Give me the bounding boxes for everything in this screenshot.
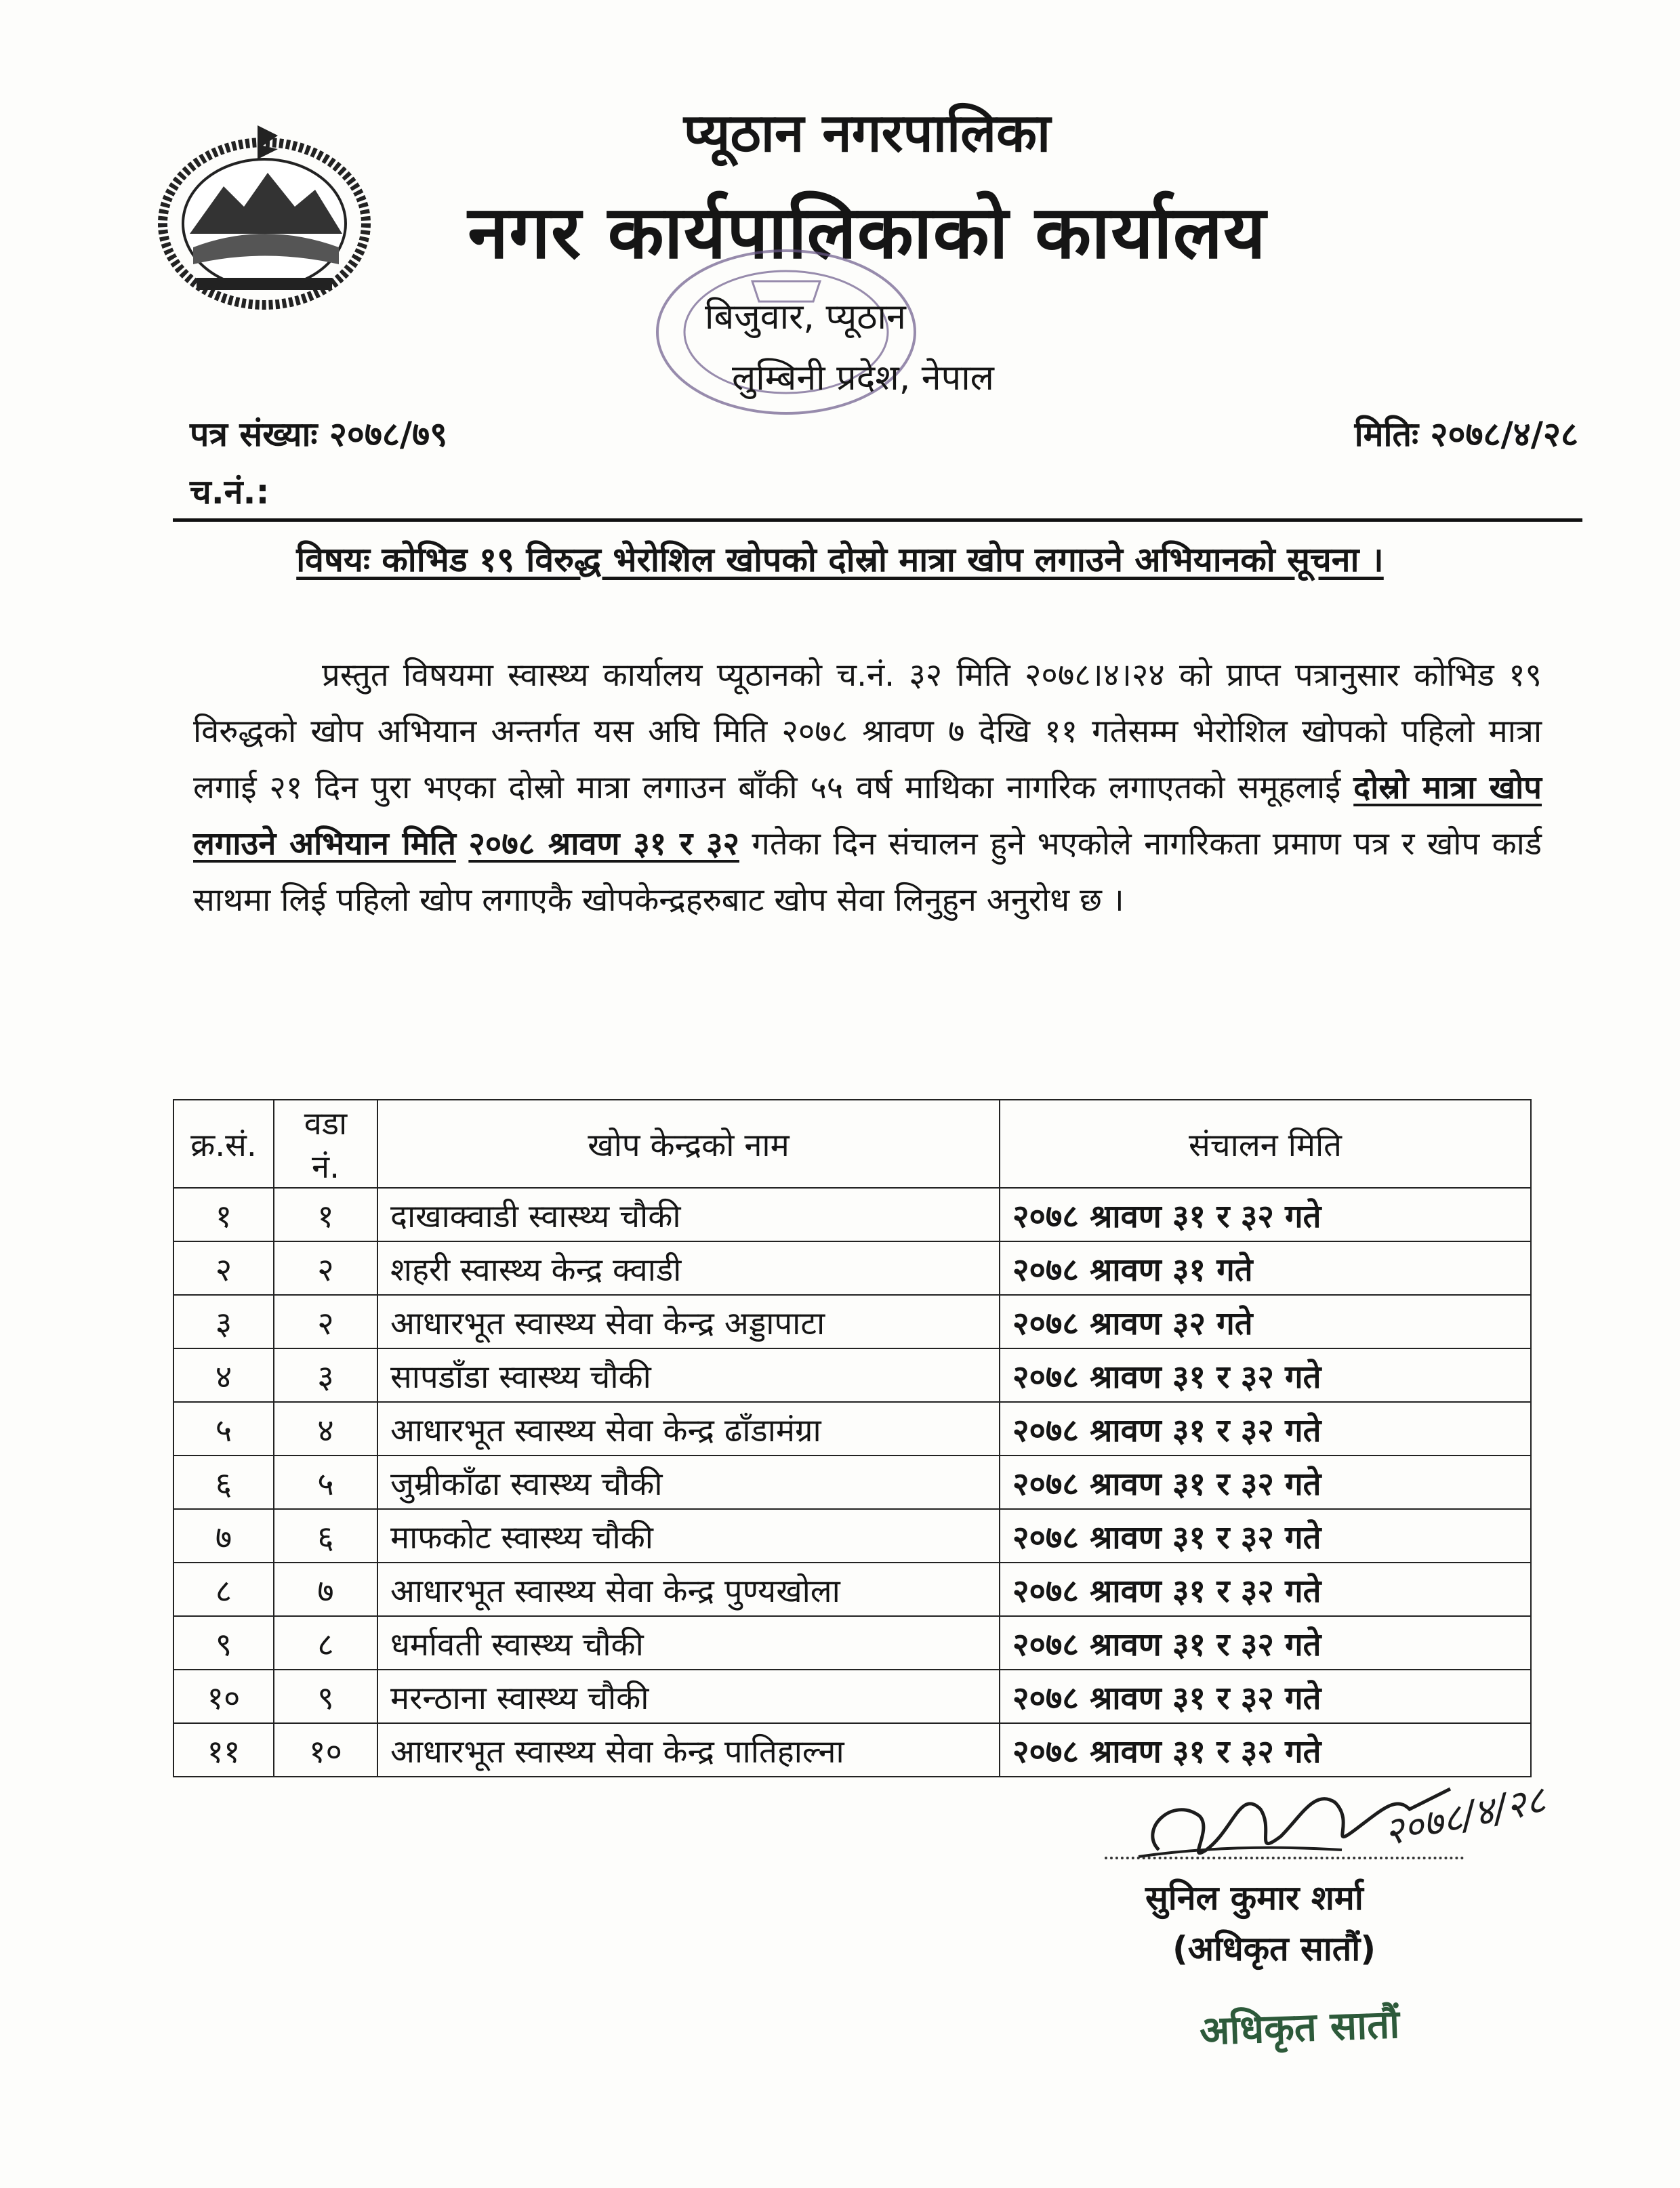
header-date: संचालन मिति [1000,1100,1531,1188]
ward-cell: ३ [274,1348,377,1402]
header-divider [173,518,1582,522]
date-cell: २०७८ श्रावण ३१ र ३२ गते [1000,1188,1531,1241]
date-cell: २०७८ श्रावण ३१ र ३२ गते [1000,1670,1531,1723]
serial-cell: ७ [173,1509,274,1563]
center-name-cell: सापडाँडा स्वास्थ्य चौकी [377,1348,1000,1402]
table-row [173,1241,1531,1295]
ward-cell: १ [274,1188,377,1241]
subject-text: विषयः कोभिड १९ विरुद्ध भेरोशिल खोपको दोस्रो मात्रा खोप लगाउने अभियानको सूचना । [296,540,1384,579]
center-name-cell: आधारभूत स्वास्थ्य सेवा केन्द्र अड्डापाटा [377,1295,1000,1348]
table-row [173,1563,1531,1616]
signatory-name: सुनिल कुमार शर्मा [1145,1878,1364,1918]
date-cell: २०७८ श्रावण ३१ र ३२ गते [1000,1616,1531,1670]
ward-cell: १० [274,1723,377,1777]
address-line-1: बिजुवार, प्यूठान [705,297,906,337]
table-row [173,1188,1531,1241]
letter-date: मितिः २०७८/४/२८ [1354,415,1578,454]
vaccination-centers-table [173,1099,1532,1777]
serial-cell: ४ [173,1348,274,1402]
ward-cell: ५ [274,1456,377,1509]
ward-cell: ६ [274,1509,377,1563]
header-ward: वडा नं. [274,1100,377,1188]
center-name-cell: दाखाक्वाडी स्वास्थ्य चौकी [377,1188,1000,1241]
center-name-cell: आधारभूत स्वास्थ्य सेवा केन्द्र पातिहाल्ना [377,1723,1000,1777]
center-name-cell: आधारभूत स्वास्थ्य सेवा केन्द्र ढाँडामंग्रा [377,1402,1000,1456]
ward-cell: ९ [274,1670,377,1723]
table-row [173,1295,1531,1348]
signatory-title: (अधिकृत सातौं) [1172,1929,1376,1968]
body-paragraph [193,647,1542,928]
body-space-2 [456,825,468,863]
serial-cell: २ [173,1241,274,1295]
serial-cell: ५ [173,1402,274,1456]
table-row [173,1402,1531,1456]
address-line-2: लुम्बिनी प्रदेश, नेपाल [732,358,994,398]
table-header-row [173,1100,1531,1188]
center-name-cell: शहरी स्वास्थ्य केन्द्र क्वाडी [377,1241,1000,1295]
date-cell: २०७८ श्रावण ३१ र ३२ गते [1000,1563,1531,1616]
date-cell: २०७८ श्रावण ३१ र ३२ गते [1000,1509,1531,1563]
center-name-cell: आधारभूत स्वास्थ्य सेवा केन्द्र पुण्यखोला [377,1563,1000,1616]
center-name-cell: जुम्रीकाँढा स्वास्थ्य चौकी [377,1456,1000,1509]
serial-cell: ८ [173,1563,274,1616]
center-name-cell: धर्मावती स्वास्थ्य चौकी [377,1616,1000,1670]
municipality-name: प्यूठान नगरपालिका [683,103,1051,164]
date-cell: २०७८ श्रावण ३१ गते [1000,1241,1531,1295]
date-cell: २०७८ श्रावण ३१ र ३२ गते [1000,1402,1531,1456]
table-row [173,1509,1531,1563]
table-row [173,1670,1531,1723]
center-name-cell: मरन्ठाना स्वास्थ्य चौकी [377,1670,1000,1723]
body-text-2: गतेका दिन संचालन हुने भएकोले नागरिकता प्रमाण पत्र र खोप कार्ड साथमा लिई पहिलो खोप लगाएकै खोपकेन्द्रहरुबाट खोप सेवा लिनुहुन अनुरोध छ । [193,825,1542,919]
signature-line [1105,1857,1464,1859]
serial-cell: ६ [173,1456,274,1509]
serial-cell: ११ [173,1723,274,1777]
body-text-1: प्रस्तुत विषयमा स्वास्थ्य कार्यालय प्यूठानको च.नं. ३२ मिति २०७८।४।२४ को प्राप्त पत्रानुसार कोभिड १९ विरुद्धको खोप अभियान अन्तर्गत यस अघि मिति २०७८ श्रावण ७ देखि ११ गतेसम्म भेरोशिल खोपको पहिलो मात्रा लगाई २१ दिन पुरा भएका दोस्रो मात्रा लगाउन बाँकी ५५ वर्ष माथिका नागरिक लगाएतको समूहलाई [193,657,1542,806]
ward-cell: ४ [274,1402,377,1456]
dispatch-number: च.नं.: [190,472,270,512]
ward-cell: २ [274,1295,377,1348]
table-row [173,1456,1531,1509]
office-name: नगर कार्यपालिकाको कार्यालय [468,190,1267,275]
letter-number: पत्र संख्याः २०७८/७९ [190,415,448,454]
date-cell: २०७८ श्रावण ३२ गते [1000,1295,1531,1348]
header-serial: क्र.सं. [173,1100,274,1188]
serial-cell: ३ [173,1295,274,1348]
date-cell: २०७८ श्रावण ३१ र ३२ गते [1000,1723,1531,1777]
date-cell: २०७८ श्रावण ३१ र ३२ गते [1000,1348,1531,1402]
serial-cell: ९ [173,1616,274,1670]
ward-cell: ८ [274,1616,377,1670]
table-row [173,1348,1531,1402]
serial-cell: १ [173,1188,274,1241]
serial-cell: १० [173,1670,274,1723]
center-name-cell: माफकोट स्वास्थ्य चौकी [377,1509,1000,1563]
subject-line [0,535,1680,581]
body-highlight-2: लगाउने अभियान मिति [193,825,456,863]
ward-cell: २ [274,1241,377,1295]
table-row [173,1616,1531,1670]
designation-stamp: अधिकृत सातौं [1198,2000,1401,2055]
body-highlight-3: २०७८ श्रावण ३१ र ३२ [468,825,739,863]
header-center-name: खोप केन्द्रको नाम [377,1100,1000,1188]
ward-cell: ७ [274,1563,377,1616]
handwritten-date: २०७८/४/२८ [1380,1777,1550,1855]
body-highlight-1: दोस्रो मात्रा खोप [1353,769,1542,806]
date-cell: २०७८ श्रावण ३१ र ३२ गते [1000,1456,1531,1509]
